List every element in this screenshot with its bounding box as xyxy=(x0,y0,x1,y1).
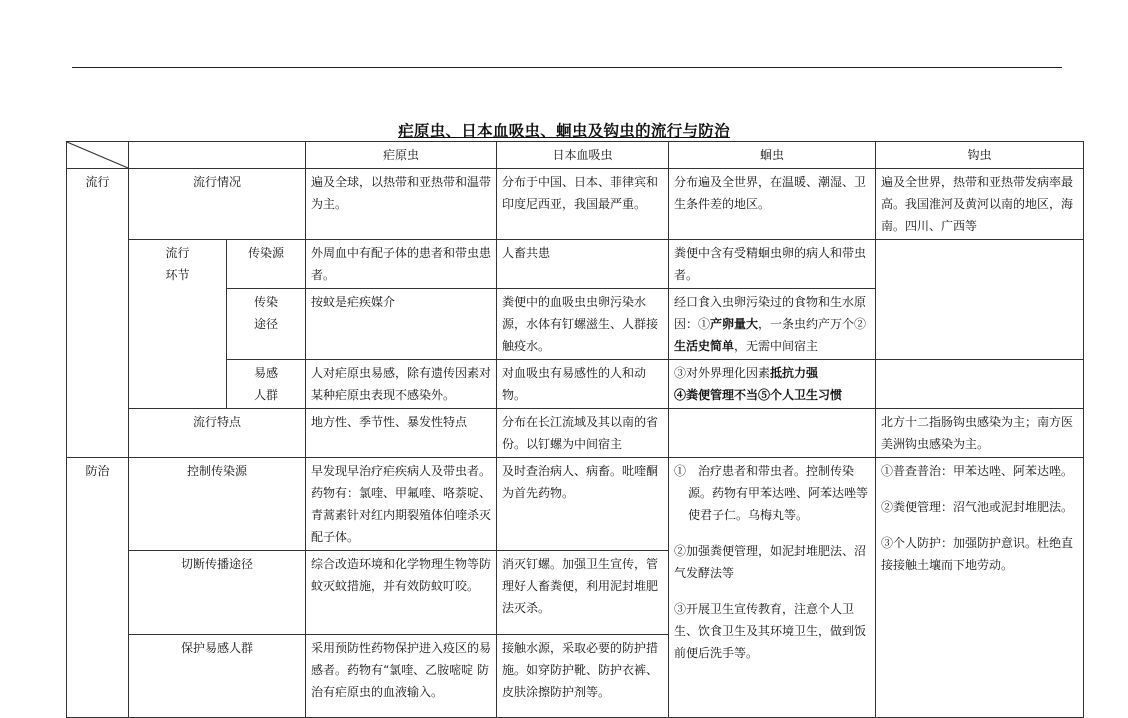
corner-diagonal-cell xyxy=(67,142,129,169)
hookworm-control-p2: ②粪便管理：沼气池或泥封堆肥法。 xyxy=(881,500,1074,514)
susceptible-label-line1: 易感 xyxy=(253,366,278,380)
cell-situation-malaria: 遍及全球，以热带和亚热带和温带为主。 xyxy=(306,169,497,240)
row-label-control-source: 控制传染源 xyxy=(129,458,306,551)
cell-cut-route-schisto: 消灭钉螺。加强卫生宣传，管理好人畜粪便，利用泥封堆肥法灭杀。 xyxy=(497,551,669,635)
page-title: 疟原虫、日本血吸虫、蛔虫及钩虫的流行与防治 xyxy=(398,121,730,140)
cell-control-source-schisto: 及时查治病人、病畜。吡喹酮为首先药物。 xyxy=(497,458,669,551)
cell-situation-hookworm: 遍及全世界，热带和亚热带发病率最高。我国淮河及黄河以南的地区，海南。四川、广西等 xyxy=(876,169,1084,240)
cell-features-malaria: 地方性、季节性、暴发性特点 xyxy=(306,409,497,458)
cell-situation-ascaris: 分布遍及全世界，在温暖、潮湿、卫生条件差的地区。 xyxy=(669,169,876,240)
cell-cut-route-malaria: 综合改造环境和化学物理生物等防蚊灭蚊措施，并有效防蚊叮咬。 xyxy=(306,551,497,635)
route-ascaris-bold-b: 产卵量大 xyxy=(710,317,759,331)
column-header-schistosoma: 日本血吸虫 xyxy=(497,142,669,169)
ascaris-control-p2: ②加强粪便管理，如泥封堆肥法、沼气发酵法等 xyxy=(674,544,867,580)
table-row xyxy=(67,169,1084,240)
table-header-row xyxy=(67,142,1084,169)
cell-control-ascaris xyxy=(669,458,876,718)
cell-source-route-hookworm-empty xyxy=(876,240,1084,360)
row-label-links xyxy=(129,240,227,409)
cell-protect-schisto: 接触水源，采取必要的防护措施。如穿防护靴、防护衣裤、皮肤涂擦防护剂等。 xyxy=(497,635,669,718)
cell-protect-malaria: 采用预防性药物保护进入疫区的易感者。药物有“氯喹、乙胺嘧啶 防治有疟原虫的血液输入。 xyxy=(306,635,497,718)
spacer xyxy=(674,526,870,540)
cell-susceptible-malaria: 人对疟原虫易感，除有遗传因素对某种疟原虫表现不感染外。 xyxy=(306,360,497,409)
route-label-line2: 途径 xyxy=(253,317,278,331)
header-blank-cell xyxy=(129,142,306,169)
susceptible-ascaris-line2: ④粪便管理不当⑤个人卫生习惯 xyxy=(674,388,843,402)
cell-source-schisto: 人畜共患 xyxy=(497,240,669,289)
susceptible-ascaris-bold-b: 抵抗力强 xyxy=(770,366,819,380)
susceptible-label-line2: 人群 xyxy=(253,388,278,402)
column-header-ascaris: 蛔虫 xyxy=(669,142,876,169)
row-label-susceptible xyxy=(227,360,306,409)
row-label-source: 传染源 xyxy=(227,240,306,289)
table-row xyxy=(67,409,1084,458)
cell-features-ascaris-empty xyxy=(669,409,876,458)
cell-route-ascaris xyxy=(669,289,876,360)
header-rule xyxy=(72,67,1062,68)
column-header-hookworm: 钩虫 xyxy=(876,142,1084,169)
susceptible-ascaris-text-a: ③对外界理化因素 xyxy=(674,366,771,380)
row-label-situation: 流行情况 xyxy=(129,169,306,240)
comparison-table xyxy=(66,141,1084,718)
route-ascaris-text-e: ，无需中间宿主 xyxy=(734,339,819,353)
cell-features-schisto: 分布在长江流域及其以南的省份。以钉螺为中间宿主 xyxy=(497,409,669,458)
row-label-route xyxy=(227,289,306,360)
cell-source-malaria: 外周血中有配子体的患者和带虫患者。 xyxy=(306,240,497,289)
route-ascaris-bold-d: 生活史简单 xyxy=(674,339,735,353)
spacer xyxy=(674,584,870,598)
route-ascaris-text-c: ，一条虫约产万个② xyxy=(758,317,867,331)
links-label-line2: 环节 xyxy=(165,268,190,282)
row-label-protect: 保护易感人群 xyxy=(129,635,306,718)
cell-control-source-malaria: 早发现早治疗疟疾病人及带虫者。药物有：氯喹、甲氟喹、咯萘啶、青蒿素针对红内期裂殖体伯喹杀灭配子体。 xyxy=(306,458,497,551)
row-label-cut-route: 切断传播途径 xyxy=(129,551,306,635)
section-label-control: 防治 xyxy=(67,458,129,718)
section-label-epidemic: 流行 xyxy=(67,169,129,458)
column-header-malaria: 疟原虫 xyxy=(306,142,497,169)
hookworm-control-p3: ③个人防护：加强防护意识。杜绝直接接触土壤而下地劳动。 xyxy=(881,536,1074,572)
ascaris-control-p1: ① 治疗患者和带虫者。控制传染源。药物有甲苯达唑、阿苯达唑等使君子仁。乌梅丸等。 xyxy=(674,464,869,522)
cell-susceptible-schisto: 对血吸虫有易感性的人和动物。 xyxy=(497,360,669,409)
table-row xyxy=(67,240,1084,289)
spacer xyxy=(881,518,1078,532)
cell-route-malaria: 按蚊是疟疾媒介 xyxy=(306,289,497,360)
route-label-line1: 传染 xyxy=(253,295,278,309)
cell-route-schisto: 粪便中的血吸虫虫卵污染水源，水体有钉螺滋生、人群接触疫水。 xyxy=(497,289,669,360)
table-row xyxy=(67,458,1084,551)
ascaris-control-p3: ③开展卫生宣传教育，注意个人卫生、饮食卫生及其环境卫生，做到饭前便后洗手等。 xyxy=(674,602,867,660)
cell-features-hookworm: 北方十二指肠钩虫感染为主；南方医美洲钩虫感染为主。 xyxy=(876,409,1084,458)
cell-control-hookworm xyxy=(876,458,1084,718)
hookworm-control-p1: ①普查普治：甲苯达唑、阿苯达唑。 xyxy=(881,464,1074,478)
cell-susceptible-hookworm-empty xyxy=(876,360,1084,409)
links-label-line1: 流行 xyxy=(165,246,190,260)
susceptible-ascaris-line1 xyxy=(674,362,870,384)
cell-situation-schisto: 分布于中国、日本、菲律宾和印度尼西亚，我国最严重。 xyxy=(497,169,669,240)
row-label-features: 流行特点 xyxy=(129,409,306,458)
diagonal-line xyxy=(67,142,128,168)
cell-susceptible-ascaris xyxy=(669,360,876,409)
spacer xyxy=(881,482,1078,496)
cell-source-ascaris: 粪便中含有受精蛔虫卵的病人和带虫者。 xyxy=(669,240,876,289)
route-ascaris-text-a: 经口食入虫卵污染过的食物和生水原因：① xyxy=(674,295,867,331)
